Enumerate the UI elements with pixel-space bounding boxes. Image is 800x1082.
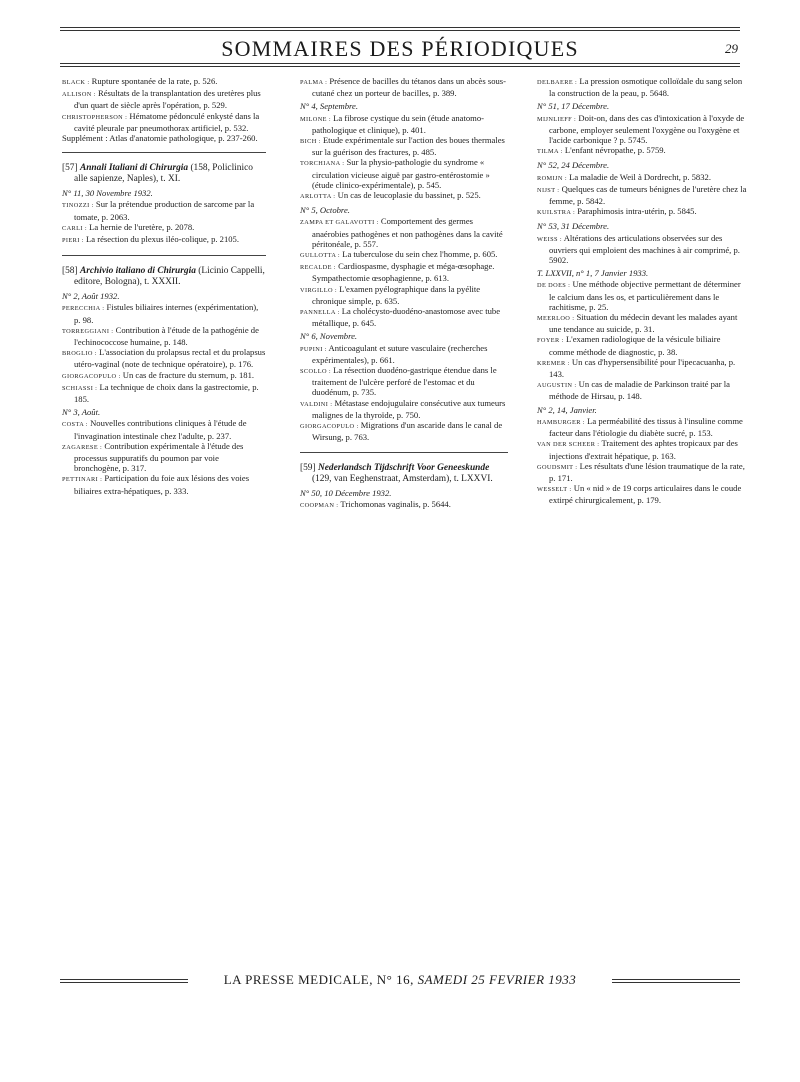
- article-entry: [300, 113, 508, 135]
- article-author: VALDINI :: [300, 400, 333, 408]
- article-entry: [537, 279, 747, 312]
- article-entry: [62, 88, 266, 110]
- article-author: CARLI :: [62, 224, 88, 232]
- article-author: TINOZZI :: [62, 202, 94, 210]
- article-title: Une méthode objective permettant de déterminer le calcium dans les os, et particulièrement dans le rachitisme, p. 25.: [549, 279, 741, 312]
- article-title: Un cas de leucoplasie du bassinet, p. 525.: [337, 190, 481, 201]
- article-title: Supplément : Atlas d'anatomie pathologique, p. 237-260.: [62, 133, 258, 144]
- article-author: PANNELLA :: [300, 309, 340, 317]
- article-title: Les résultats d'une lésion traumatique de la rate, p. 171.: [549, 460, 745, 483]
- article-entry: [537, 416, 747, 438]
- article-title: Altérations des articulations observées sur des ouvriers qui emploient des machines à air comprimé, p. 5902.: [549, 232, 740, 266]
- article-author: ZAMPA ET GALAVOTTI :: [300, 219, 379, 227]
- article-title: Quelques cas de tumeurs bénignes de l'uretère chez la femme, p. 5842.: [549, 183, 747, 207]
- article-author: GOUDSMIT :: [537, 463, 578, 471]
- article-author: TILMA :: [537, 148, 563, 156]
- article-title: Un cas de fracture du sternum, p. 181.: [122, 369, 255, 380]
- article-entry: [537, 172, 747, 184]
- article-author: GIORGACOPULO :: [62, 372, 121, 380]
- issue-heading: N° 51, 17 Décembre.: [537, 101, 610, 112]
- article-entry: [300, 420, 508, 442]
- page-title: SOMMAIRES DES PÉRIODIQUES: [221, 36, 579, 61]
- article-entry: [300, 343, 508, 365]
- article-author: KREMER :: [537, 359, 570, 367]
- article-title: Présence de bacilles du tétanos dans un abcès sous-cutané chez un porteur de bacilles, p. 389.: [312, 76, 507, 99]
- article-title: La hernie de l'uretère, p. 2078.: [89, 221, 195, 232]
- journal-title: Annali Italiani di Chirurgia: [79, 163, 189, 174]
- article-entry: [537, 76, 747, 98]
- article-entry: [62, 418, 266, 440]
- article-title: Fistules biliaires internes (expérimentation), p. 98.: [74, 302, 259, 325]
- article-entry: [537, 379, 747, 401]
- article-title: La pression osmotique colloïdale du sang selon la construction de la peau, p. 5648.: [549, 76, 743, 99]
- footer-text: [60, 972, 740, 988]
- article-entry: [62, 441, 266, 474]
- article-author: WEISS :: [537, 235, 563, 243]
- article-title: La tuberculose du sein chez l'homme, p. 605.: [342, 249, 498, 260]
- article-entry: [300, 135, 508, 157]
- issue-heading: N° 3, Août.: [62, 407, 101, 418]
- article-title: Doit-on, dans des cas d'intoxication à l'oxyde de carbone, employer seulement l'oxygène ou l'oxygène et l'acide carbonique ? p. 5745.: [549, 112, 745, 146]
- header-rule-top: [60, 27, 740, 28]
- article-title: Comportement des germes anaérobies pathogènes et non pathogènes dans la cavité péritonéale, p. 557.: [312, 216, 503, 249]
- article-author: ARLOTTA :: [300, 193, 336, 201]
- article-title: Migrations d'un ascaride dans le canal de Wirsung, p. 763.: [312, 420, 503, 443]
- article-author: VAN DER SCHEER :: [537, 441, 600, 449]
- issue-heading: N° 52, 24 Décembre.: [537, 160, 610, 171]
- article-title: Sur la physio-pathologie du syndrome « circulation vicieuse aiguë par gastro-entérostomie » (étude clinico-expérimentale), p. 545.: [312, 157, 490, 190]
- article-author: SCHIASSI :: [62, 384, 98, 392]
- article-title: La résection duodéno-gastrique étendue dans le traitement de l'ulcère perforé de l'estomac et du duodénum, p. 735.: [312, 365, 497, 398]
- article-title: Anticoagulant et suture vasculaire (recherches expérimentales), p. 661.: [312, 342, 488, 365]
- issue-heading: N° 11, 30 Novembre 1932.: [62, 188, 153, 199]
- footer-date: 25 FEVRIER 1933: [471, 972, 577, 987]
- article-title: Rupture spontanée de la rate, p. 526.: [91, 76, 218, 86]
- article-title: La cholécysto-duodéno-anastomose avec tube métallique, p. 645.: [312, 306, 501, 329]
- article-entry: [62, 133, 266, 143]
- journal-heading: [62, 266, 266, 288]
- article-entry: [62, 199, 266, 221]
- article-author: FOYER :: [537, 337, 564, 345]
- article-entry: [537, 113, 747, 146]
- article-title: L'examen radiologique de la vésicule biliaire comme méthode de diagnostic, p. 38.: [549, 334, 721, 357]
- article-entry: [537, 184, 747, 206]
- journal-heading: [300, 463, 508, 485]
- article-title: L'enfant névropathe, p. 5759.: [564, 145, 666, 156]
- article-author: PERECCHIA :: [62, 305, 105, 313]
- article-entry: [537, 145, 747, 157]
- issue-heading: N° 5, Octobre.: [300, 205, 350, 216]
- article-author: MILONE :: [300, 115, 332, 123]
- article-entry: [537, 312, 747, 334]
- article-author: COSTA :: [62, 421, 88, 429]
- journal-publisher: (158, Policlinico alle sapienze, Naples), t. XI.: [74, 163, 253, 185]
- section-divider: [300, 452, 508, 453]
- issue-heading: N° 6, Novembre.: [300, 331, 358, 342]
- journal-publisher: (129, van Eeghenstraat, Amsterdam), t. LXXVI.: [312, 473, 493, 484]
- article-title: Contribution expérimentale à l'étude des processus suppuratifs du poumon par voie bronchogène, p. 317.: [74, 440, 244, 474]
- article-author: COOPMAN :: [300, 501, 339, 509]
- issue-heading: N° 4, Septembre.: [300, 101, 359, 112]
- article-entry: [537, 357, 747, 379]
- article-title: Cardiospasme, dysphagie et méga-œsophage. Sympathectomie œsophagienne, p. 613.: [312, 261, 495, 284]
- article-entry: [62, 76, 266, 88]
- article-entry: [300, 284, 508, 306]
- article-title: La technique de choix dans la gastrectomie, p. 185.: [74, 381, 259, 405]
- article-author: BROGLIO :: [62, 350, 97, 358]
- article-entry: [300, 157, 508, 190]
- article-author: MEERLOO :: [537, 315, 575, 323]
- article-author: PETTINARI :: [62, 476, 103, 484]
- article-author: AUGUSTIN :: [537, 382, 577, 390]
- article-title: La maladie de Weil à Dordrecht, p. 5832.: [569, 171, 711, 182]
- article-entry: [300, 261, 508, 283]
- article-title: L'association du prolapsus rectal et du prolapsus utéro-vaginal (note de technique opératoire), p. 176.: [74, 347, 266, 370]
- article-entry: [300, 398, 508, 420]
- article-title: Un cas de maladie de Parkinson traité par la méthode de Hirsau, p. 148.: [549, 379, 730, 402]
- column-2: [300, 76, 508, 511]
- article-author: GIORGACOPULO :: [300, 423, 359, 431]
- article-entry: [537, 334, 747, 356]
- article-author: ALLISON :: [62, 91, 96, 99]
- article-author: ROMIJN :: [537, 174, 567, 182]
- article-author: TORREGGIANI :: [62, 327, 114, 335]
- article-author: SCOLLO :: [300, 368, 332, 376]
- article-author: HAMBURGER :: [537, 418, 585, 426]
- article-title: Paraphimosis intra-utérin, p. 5845.: [577, 206, 697, 217]
- article-title: La perméabilité des tissus à l'insuline comme facteur dans l'étiologie du diabète sucré, p. 153.: [549, 415, 743, 439]
- header-rule-top-inner: [60, 30, 740, 31]
- article-title: Contribution à l'étude de la pathogénie de l'echinococcose humaine, p. 148.: [74, 324, 259, 348]
- journal-publisher: (Licinio Cappelli, editore, Bologna), t. XXXII.: [74, 266, 265, 288]
- article-author: GULLOTTA :: [300, 252, 341, 260]
- article-title: Participation du foie aux lésions des voies biliaires extra-hépatiques, p. 333.: [74, 473, 250, 496]
- article-entry: [537, 206, 747, 218]
- article-title: La fibrose cystique du sein (étude anatomo-pathologique et clinique), p. 401.: [312, 112, 484, 135]
- article-entry: [62, 382, 266, 404]
- article-title: Métastase endojugulaire consécutive aux tumeurs malignes de la thyroïde, p. 750.: [312, 397, 506, 420]
- footer-journal: LA PRESSE MEDICALE, N° 16,: [223, 972, 414, 987]
- article-entry: [62, 325, 266, 347]
- article-entry: [537, 438, 747, 460]
- article-entry: [62, 302, 266, 324]
- article-entry: [62, 347, 266, 369]
- article-title: Nouvelles contributions cliniques à l'étude de l'invagination intestinale chez l'adulte, p. 237.: [74, 418, 247, 441]
- article-entry: [62, 370, 266, 382]
- article-entry: [300, 365, 508, 398]
- article-author: PALMA :: [300, 79, 328, 86]
- article-title: Un « nid » de 19 corps articulaires dans le coude extirpé chirurgicalement, p. 179.: [549, 483, 742, 506]
- article-author: DELBAERE :: [537, 79, 578, 86]
- article-entry: [300, 306, 508, 328]
- issue-heading: N° 50, 10 Décembre 1932.: [300, 487, 392, 498]
- journal-heading: [62, 163, 266, 185]
- article-author: DE DOES :: [537, 282, 571, 290]
- journal-title: Archivio italiano di Chirurgia: [79, 266, 196, 277]
- article-entry: [537, 233, 747, 266]
- footer-day: SAMEDI: [417, 972, 468, 987]
- article-entry: [537, 483, 747, 505]
- column-3: [537, 76, 747, 506]
- page-footer: [60, 973, 740, 987]
- article-entry: [537, 461, 747, 483]
- article-title: Trichomonas vaginalis, p. 5644.: [340, 498, 451, 509]
- article-author: RECALDE :: [300, 264, 336, 272]
- section-divider: [62, 152, 266, 153]
- article-entry: [300, 76, 508, 98]
- article-author: CHRISTOPHERSON :: [62, 113, 128, 121]
- article-entry: [300, 249, 508, 261]
- issue-heading: T. LXXVII, n° 1, 7 Janvier 1933.: [537, 268, 649, 279]
- header-rule-bottom-inner: [60, 66, 740, 67]
- article-author: MIJNLIEFF :: [537, 115, 577, 123]
- article-author: BICH :: [300, 138, 321, 146]
- article-author: ZAGARESE :: [62, 443, 103, 451]
- issue-heading: N° 2, Août 1932.: [62, 291, 120, 302]
- article-entry: [62, 473, 266, 495]
- page-number: 29: [725, 41, 738, 56]
- journal-number: [59]: [300, 462, 316, 473]
- article-author: NIJST :: [537, 186, 560, 194]
- section-divider: [62, 255, 266, 256]
- header-rule-bottom: [60, 63, 740, 64]
- journal-number: [58]: [62, 266, 78, 277]
- journal-number: [57]: [62, 163, 78, 174]
- article-author: TORCHIANA :: [300, 160, 345, 168]
- article-title: La résection du plexus iléo-colique, p. 2105.: [86, 234, 240, 245]
- issue-heading: N° 53, 31 Décembre.: [537, 221, 610, 232]
- article-author: KUILSTRA :: [537, 209, 576, 217]
- article-entry: [300, 499, 508, 511]
- article-author: WESSELT :: [537, 486, 572, 494]
- article-entry: [62, 234, 266, 246]
- journal-title: Nederlandsch Tijdschrift Voor Geneeskunde: [317, 462, 490, 473]
- article-entry: [300, 190, 508, 202]
- article-author: PUPINI :: [300, 345, 327, 353]
- article-title: Hématome pédonculé enkysté dans la cavité pleurale par pneumothorax artificiel, p. 532.: [74, 110, 260, 133]
- article-author: VIRGILLO :: [300, 286, 338, 294]
- article-author: PIERI :: [62, 237, 84, 245]
- article-entry: [300, 216, 508, 249]
- article-title: Etude expérimentale sur l'action des boues thermales sur la guérison des fractures, p. 485.: [312, 135, 505, 158]
- issue-heading: N° 2, 14, Janvier.: [537, 404, 597, 415]
- article-title: Un cas d'hypersensibilité pour l'ipecacuanha, p. 143.: [549, 356, 736, 380]
- article-entry: [62, 222, 266, 234]
- article-title: L'examen pyélographique dans la pyélite chronique simple, p. 635.: [312, 283, 481, 306]
- article-title: Résultats de la transplantation des uretères plus d'un quart de siècle après l'opération, p. 529.: [74, 88, 261, 111]
- article-title: Situation du médecin devant les malades ayant une tendance au suicide, p. 31.: [549, 312, 738, 335]
- article-entry: [62, 111, 266, 133]
- article-title: Traitement des aphtes tropicaux par des injections d'extrait hépatique, p. 163.: [549, 438, 738, 461]
- article-title: Sur la prétendue production de sarcome par la tomate, p. 2063.: [74, 199, 255, 222]
- article-author: BLACK :: [62, 79, 90, 86]
- column-1: [62, 76, 266, 496]
